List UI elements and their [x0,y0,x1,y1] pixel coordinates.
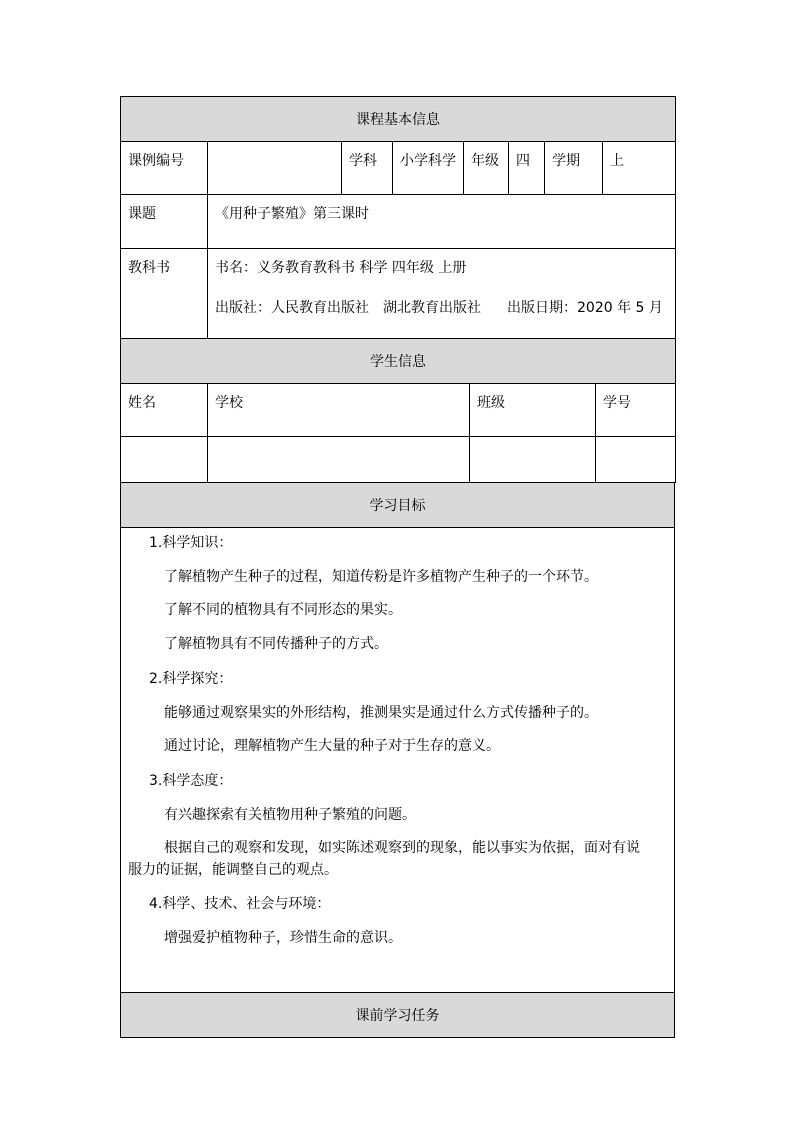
lesson-no-value [208,142,342,195]
name-label: 姓名 [121,384,208,437]
subject-label: 学科 [342,142,393,195]
publisher-2: 湖北教育出版社 [383,300,481,316]
school-label: 学校 [208,384,470,437]
topic-label: 课题 [121,195,208,249]
publisher-line [215,297,669,317]
goals-table [120,482,675,1038]
goal-item: 了解植物产生种子的过程，知道传粉是许多植物产生种子的一个环节。 [164,569,598,585]
pub-year: 2020 [577,300,613,316]
lesson-info-table [120,96,676,384]
textbook-label: 教科书 [121,249,208,339]
class-input-cell [470,437,596,483]
goal-item: 了解植物具有不同传播种子的方式。 [164,636,388,652]
id-input-cell [596,437,676,483]
goals-header: 学习目标 [121,483,675,528]
goal-item: 根据自己的观察和发现，如实陈述观察到的现象，能以事实为依据，面对有说 [164,840,640,856]
publisher: 出版社：人民教育出版社 [215,300,369,316]
school-input-cell [208,437,470,483]
lesson-no-label: 课例编号 [121,142,208,195]
textbook-details [208,249,676,339]
grade-label: 年级 [464,142,509,195]
subject-value: 小学科学 [393,142,464,195]
class-label: 班级 [470,384,596,437]
goal-heading-knowledge: 1.科学知识： [149,535,233,551]
goal-item: 有兴趣探索有关植物用种子繁殖的问题。 [164,807,416,823]
goal-heading-inquiry: 2.科学探究： [149,671,233,687]
goal-item-continued: 服力的证据，能调整自己的观点。 [128,862,338,878]
book-name: 书名：义务教育教科书 科学 四年级 上册 [215,260,467,276]
student-info-header: 学生信息 [121,339,676,384]
pre-tasks-header: 课前学习任务 [121,993,675,1038]
term-value: 上 [603,142,676,195]
student-info-table [120,383,676,483]
goal-item: 增强爱护植物种子，珍惜生命的意识。 [164,930,402,946]
goal-heading-sts: 4.科学、技术、社会与环境： [149,896,331,912]
goals-body [121,528,675,993]
pub-date-label: 出版日期： [507,300,577,316]
pub-month: 5 [635,300,645,316]
goal-item: 能够通过观察果实的外形结构，推测果实是通过什么方式传播种子的。 [164,705,598,721]
term-label: 学期 [545,142,603,195]
lesson-document [120,96,675,1038]
goal-item: 通过讨论，理解植物产生大量的种子对于生存的意义。 [164,738,500,754]
goal-heading-attitude: 3.科学态度： [149,773,233,789]
name-input-cell [121,437,208,483]
id-label: 学号 [596,384,676,437]
year-unit: 年 [617,300,632,316]
grade-value: 四 [509,142,545,195]
topic-value: 《用种子繁殖》第三课时 [208,195,676,249]
month-unit: 月 [648,300,663,316]
basic-info-header: 课程基本信息 [121,97,676,142]
goal-item: 了解不同的植物具有不同形态的果实。 [164,602,402,618]
